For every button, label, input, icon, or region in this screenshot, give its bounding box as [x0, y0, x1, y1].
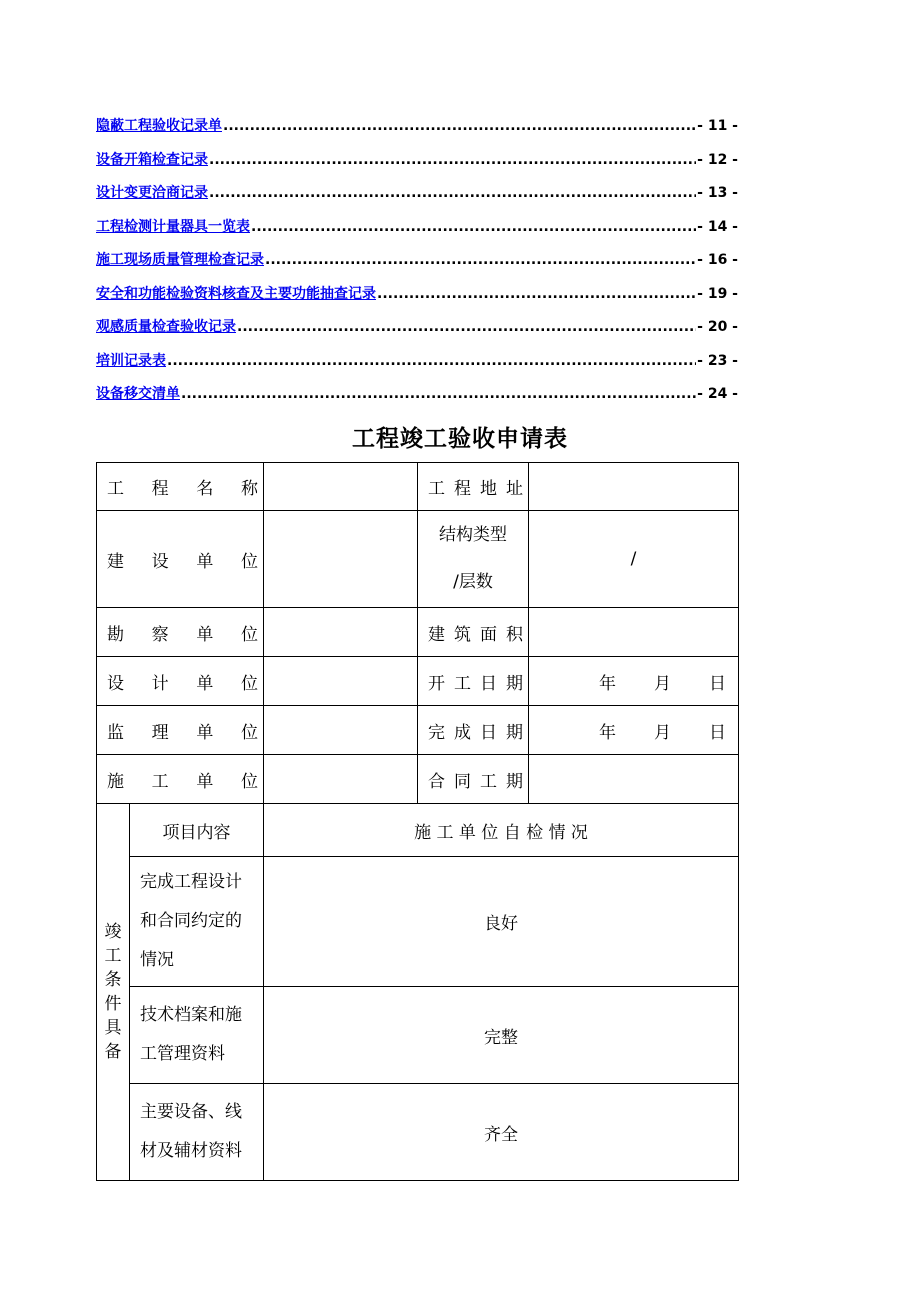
result-design-contract[interactable]: 良好	[264, 857, 739, 987]
toc-leader	[167, 353, 696, 369]
item-equipment-materials: 主要设备、线材及辅材资料	[130, 1084, 264, 1181]
toc-link[interactable]: 工程检测计量器具一览表	[96, 218, 250, 235]
label-start-date: 开工日期	[418, 657, 529, 706]
item-design-contract: 完成工程设计和合同约定的情况	[130, 857, 264, 987]
label-finish-date: 完成日期	[418, 706, 529, 755]
toc-link[interactable]: 安全和功能检验资料核查及主要功能抽查记录	[96, 285, 376, 302]
toc-page-number: - 20 -	[697, 319, 738, 335]
label-completion-conditions	[97, 804, 130, 1181]
label-supervisor: 监理单位	[97, 706, 264, 755]
toc-entry	[96, 249, 738, 283]
toc-leader	[377, 286, 696, 302]
toc-leader	[181, 386, 696, 402]
vertical-char: 具	[104, 1018, 122, 1038]
structure-floors-line: /层数	[453, 572, 493, 592]
toc-page-number: - 12 -	[697, 151, 738, 168]
toc-leader	[237, 319, 696, 335]
toc-page-number: - 23 -	[697, 352, 738, 369]
label-builder: 建设单位	[97, 511, 264, 608]
label-surveyor: 勘察单位	[97, 608, 264, 657]
toc-leader	[223, 118, 696, 134]
toc-leader	[265, 252, 696, 268]
toc-leader	[209, 152, 696, 168]
toc-link[interactable]: 培训记录表	[96, 352, 166, 369]
vertical-char: 件	[104, 994, 122, 1014]
day-label: 日	[709, 722, 726, 743]
item-technical-archives: 技术档案和施工管理资料	[130, 987, 264, 1084]
form-title: 工程竣工验收申请表	[352, 426, 568, 452]
year-label: 年	[599, 722, 616, 743]
month-label: 月	[654, 722, 671, 743]
day-label: 日	[709, 673, 726, 694]
finish-date-field[interactable]	[529, 706, 739, 755]
toc-leader	[209, 185, 696, 201]
toc-link[interactable]: 隐蔽工程验收记录单	[96, 118, 222, 134]
vertical-char: 竣	[104, 922, 122, 942]
surveyor-field[interactable]	[264, 608, 418, 657]
month-label: 月	[654, 673, 671, 694]
label-contract-period: 合同工期	[418, 755, 529, 804]
toc-page-number: - 13 -	[697, 185, 738, 201]
acceptance-application-form	[96, 462, 739, 1181]
supervisor-field[interactable]	[264, 706, 418, 755]
result-technical-archives[interactable]: 完整	[264, 987, 739, 1084]
table-of-contents	[96, 115, 738, 417]
year-label: 年	[599, 673, 616, 694]
floor-area-field[interactable]	[529, 608, 739, 657]
toc-page-number: - 11 -	[697, 118, 738, 134]
structure-type-field[interactable]: /	[529, 511, 739, 608]
builder-field[interactable]	[264, 511, 418, 608]
toc-entry	[96, 283, 738, 317]
toc-entry	[96, 383, 738, 417]
label-structure-type	[418, 511, 529, 608]
toc-link[interactable]: 设备移交清单	[96, 386, 180, 402]
toc-link[interactable]: 设计变更洽商记录	[96, 185, 208, 201]
vertical-char: 条	[104, 970, 122, 990]
toc-link[interactable]: 施工现场质量管理检查记录	[96, 252, 264, 268]
toc-entry	[96, 350, 738, 384]
project-address-field[interactable]	[529, 463, 739, 511]
toc-page-number: - 24 -	[697, 386, 738, 402]
vertical-char: 备	[104, 1042, 122, 1062]
contract-period-field[interactable]	[529, 755, 739, 804]
label-floor-area: 建筑面积	[418, 608, 529, 657]
toc-entry	[96, 316, 738, 350]
label-contractor: 施工单位	[97, 755, 264, 804]
label-designer: 设计单位	[97, 657, 264, 706]
vertical-char: 工	[104, 946, 122, 966]
toc-entry	[96, 182, 738, 216]
start-date-field[interactable]	[529, 657, 739, 706]
toc-entry	[96, 216, 738, 250]
label-project-name: 工程名称	[97, 463, 264, 511]
toc-link[interactable]: 设备开箱检查记录	[96, 151, 208, 168]
project-name-field[interactable]	[264, 463, 418, 511]
toc-entry	[96, 115, 738, 149]
toc-link[interactable]: 观感质量检查验收记录	[96, 319, 236, 335]
label-project-address: 工程地址	[418, 463, 529, 511]
header-self-check: 施 工 单 位 自 检 情 况	[264, 804, 739, 857]
toc-page-number: - 14 -	[697, 218, 738, 235]
result-equipment-materials[interactable]: 齐全	[264, 1084, 739, 1181]
structure-type-line: 结构类型	[439, 525, 507, 545]
toc-leader	[251, 219, 696, 235]
designer-field[interactable]	[264, 657, 418, 706]
toc-page-number: - 19 -	[697, 285, 738, 302]
toc-page-number: - 16 -	[697, 252, 738, 268]
header-item-content: 项目内容	[130, 804, 264, 857]
contractor-field[interactable]	[264, 755, 418, 804]
toc-entry	[96, 149, 738, 183]
